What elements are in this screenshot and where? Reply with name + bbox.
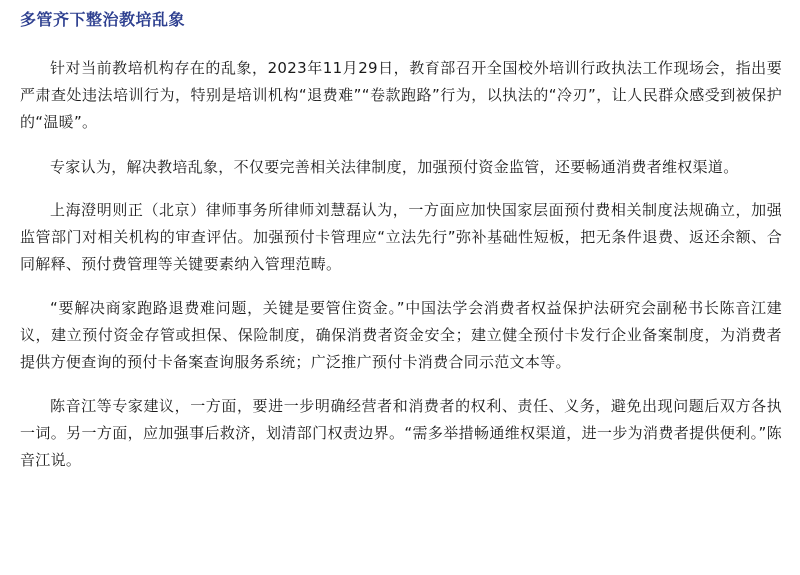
paragraph-4: “要解决商家跑路退费难问题，关键是要管住资金。”中国法学会消费者权益保护法研究会副秘书长陈音江建议，建立预付资金存管或担保、保险制度，确保消费者资金安全；建立健全预付卡发行企业备案制度，为消费者提供方便查询的预付卡备案查询服务系统；广泛推广预付卡消费合同示范文本等。 xyxy=(20,299,782,371)
article-title: 多管齐下整治教培乱象 xyxy=(20,10,186,29)
paragraph-1: 针对当前教培机构存在的乱象，2023年11月29日，教育部召开全国校外培训行政执法工作现场会，指出要严肃查处违法培训行为，特别是培训机构“退费难”“卷款跑路”行为，以执法的“冷刃”，让人民群众感受到被保护的“温暖”。 xyxy=(20,59,782,131)
paragraph-3: 上海澄明则正（北京）律师事务所律师刘慧磊认为，一方面应加快国家层面预付费相关制度法规确立，加强监管部门对相关机构的审查评估。加强预付卡管理应“立法先行”弥补基础性短板，把无条件退费、返还余额、合同解释、预付费管理等关键要素纳入管理范畴。 xyxy=(20,201,782,273)
paragraph-5: 陈音江等专家建议，一方面，要进一步明确经营者和消费者的权利、责任、义务，避免出现问题后双方各执一词。另一方面，应加强事后救济，划清部门权责边界。“需多举措畅通维权渠道，进一步为消费者提供便利。”陈音江说。 xyxy=(20,397,782,469)
paragraph-2: 专家认为，解决教培乱象，不仅要完善相关法律制度，加强预付资金监管，还要畅通消费者维权渠道。 xyxy=(50,158,739,176)
